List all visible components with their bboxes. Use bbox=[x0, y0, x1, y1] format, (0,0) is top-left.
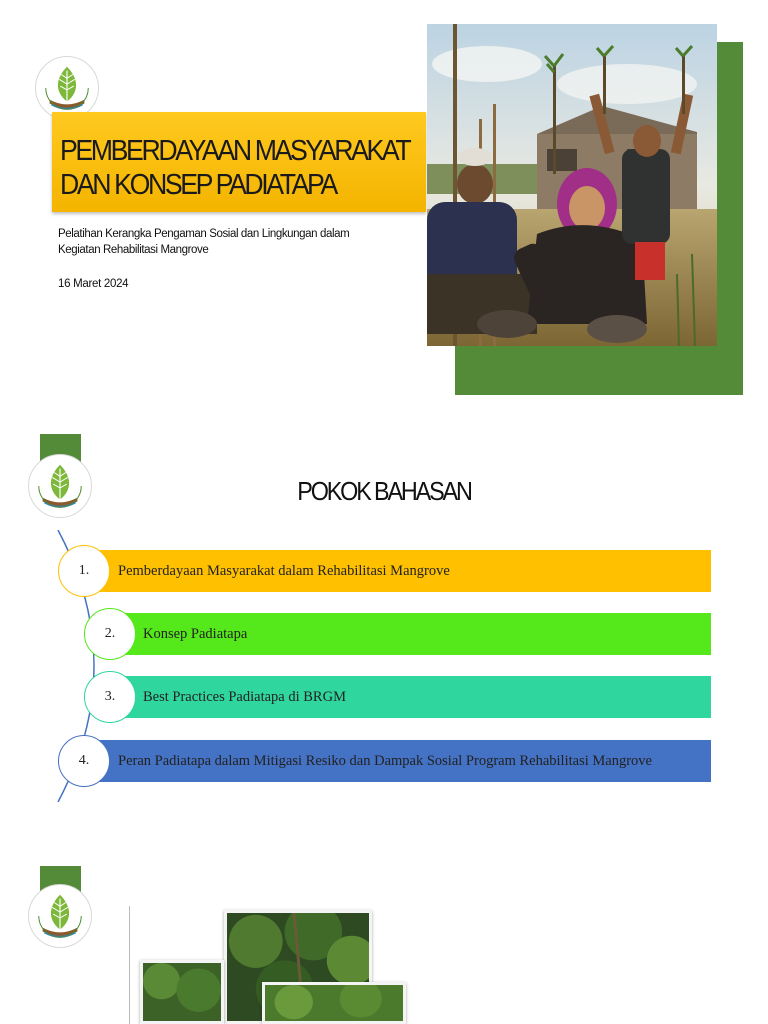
slide-title bbox=[0, 0, 768, 410]
agenda-item-4-label: Peran Padiatapa dalam Mitigasi Resiko dan Dampak Sosial Program Rehabilitasi Mangrove bbox=[118, 752, 652, 769]
agenda-item-3 bbox=[110, 676, 711, 718]
agenda-item-1-number: 1. bbox=[58, 545, 110, 597]
agenda-item-3-number: 3. bbox=[84, 671, 136, 723]
brgm-logo-icon bbox=[35, 56, 99, 120]
slide-agenda bbox=[0, 420, 768, 820]
agenda-item-2 bbox=[110, 613, 711, 655]
title-line-2: DAN KONSEP PADIATAPA bbox=[60, 169, 336, 201]
brgm-logo-icon bbox=[28, 884, 92, 948]
agenda-item-2-label: Konsep Padiatapa bbox=[143, 625, 248, 642]
agenda-item-4 bbox=[86, 740, 711, 782]
title-banner bbox=[52, 112, 426, 212]
subtitle bbox=[58, 226, 378, 258]
subtitle-line-1: Pelatihan Kerangka Pengaman Sosial dan Lingkungan dalam bbox=[58, 228, 350, 240]
presentation-date: 16 Maret 2024 bbox=[58, 278, 129, 290]
agenda-item-3-label: Best Practices Padiatapa di BRGM bbox=[143, 688, 346, 705]
subtitle-line-2: Kegiatan Rehabilitasi Mangrove bbox=[58, 244, 209, 256]
divider-line bbox=[129, 906, 130, 1024]
slide-photos bbox=[0, 840, 768, 1024]
agenda-item-2-number: 2. bbox=[84, 608, 136, 660]
mangrove-planting-photo bbox=[427, 24, 717, 346]
agenda-item-1-label: Pemberdayaan Masyarakat dalam Rehabilitasi Mangrove bbox=[118, 562, 450, 579]
mangrove-photo-2 bbox=[140, 960, 224, 1024]
title-line-1: PEMBERDAYAAN MASYARAKAT bbox=[60, 135, 410, 167]
mangrove-photo-3 bbox=[262, 982, 406, 1024]
agenda-item-1 bbox=[86, 550, 711, 592]
agenda-item-4-number: 4. bbox=[58, 735, 110, 787]
agenda-title: POKOK BAHASAN bbox=[297, 476, 471, 506]
